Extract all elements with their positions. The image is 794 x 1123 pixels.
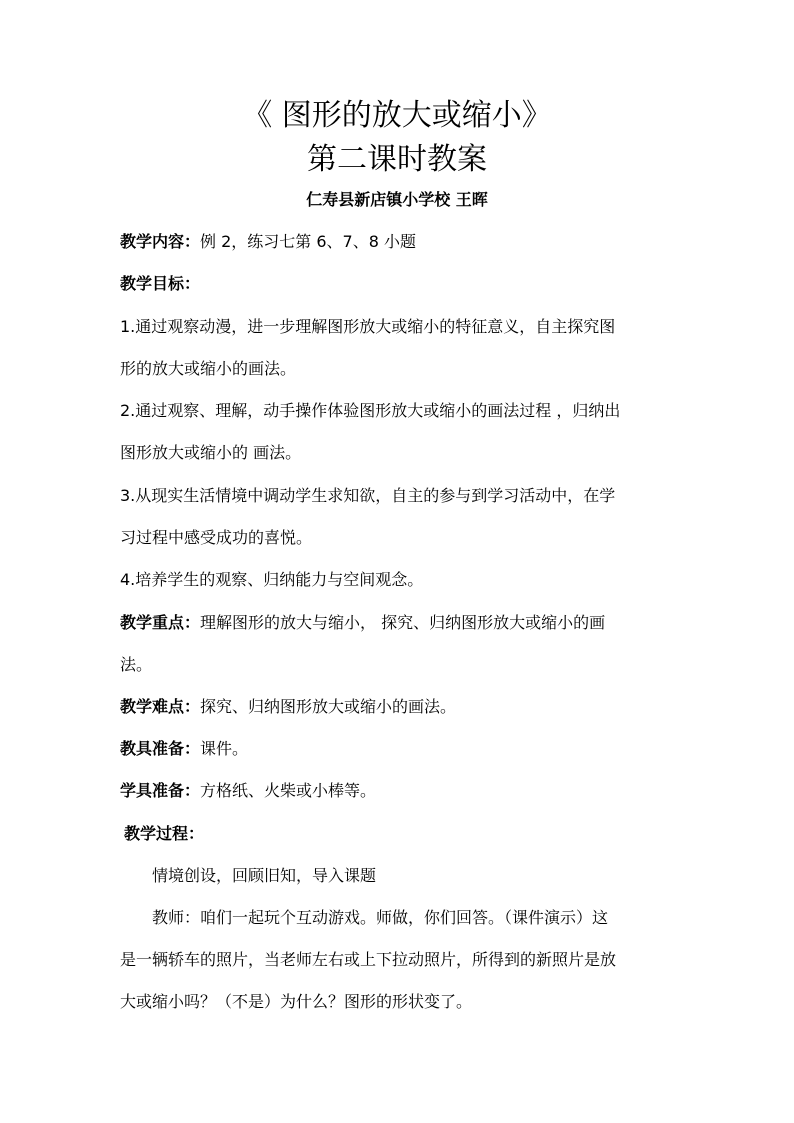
difficulty-label: 教学难点： [120,697,201,716]
process-label: 教学过程： [124,824,205,843]
teacher-tools-line [120,737,680,761]
content-label: 教学内容： [120,232,201,251]
process-line: 教师：咱们一起玩个互动游戏。师做，你们回答。（课件演示）这 [152,908,609,927]
objective-line: 3.从现实生活情境中调动学生求知欲，自主的参与到学习活动中，在学 [120,486,616,505]
student-tools-line [120,779,680,803]
difficulty-line [120,695,680,719]
process-line: 大或缩小吗？（不是）为什么？图形的形状变了。 [120,992,473,1011]
content-text: 例 2，练习七第 6、7、8 小题 [200,232,416,251]
document-subtitle: 第二课时教案 [307,142,487,177]
objective-line: 4.培养学生的观察、归纳能力与空间观念。 [120,570,424,589]
key-point-continuation: 法。 [120,655,153,674]
objective-line: 2.通过观察、理解，动手操作体验图形放大或缩小的画法过程 ，归纳出 [120,401,621,420]
objective-line: 图形放大或缩小的 画法。 [120,443,302,462]
content-line [120,230,680,254]
key-point-text: 理解图形的放大与缩小， 探究、归纳图形放大或缩小的画 [200,613,606,632]
difficulty-text: 探究、归纳图形放大或缩小的画法。 [200,697,457,716]
process-line: 是一辆轿车的照片，当老师左右或上下拉动照片，所得到的新照片是放 [120,950,617,969]
teacher-tools-text: 课件。 [200,739,249,758]
objective-line: 习过程中感受成功的喜悦。 [120,528,313,547]
objective-line: 1.通过观察动漫，进一步理解图形放大或缩小的特征意义，自主探究图 [120,317,616,336]
key-point-line [120,611,680,635]
objectives-label: 教学目标： [120,274,201,293]
student-tools-text: 方格纸、火柴或小棒等。 [200,781,377,800]
key-point-label: 教学重点： [120,613,201,632]
document-title: 《 图形的放大或缩小》 [242,98,552,133]
process-line: 情境创设，回顾旧知，导入课题 [152,866,377,885]
student-tools-label: 学具准备： [120,781,201,800]
objective-line: 形的放大或缩小的画法。 [120,359,297,378]
author-line: 仁寿县新店镇小学校 王晖 [306,190,488,209]
teacher-tools-label: 教具准备： [120,739,201,758]
